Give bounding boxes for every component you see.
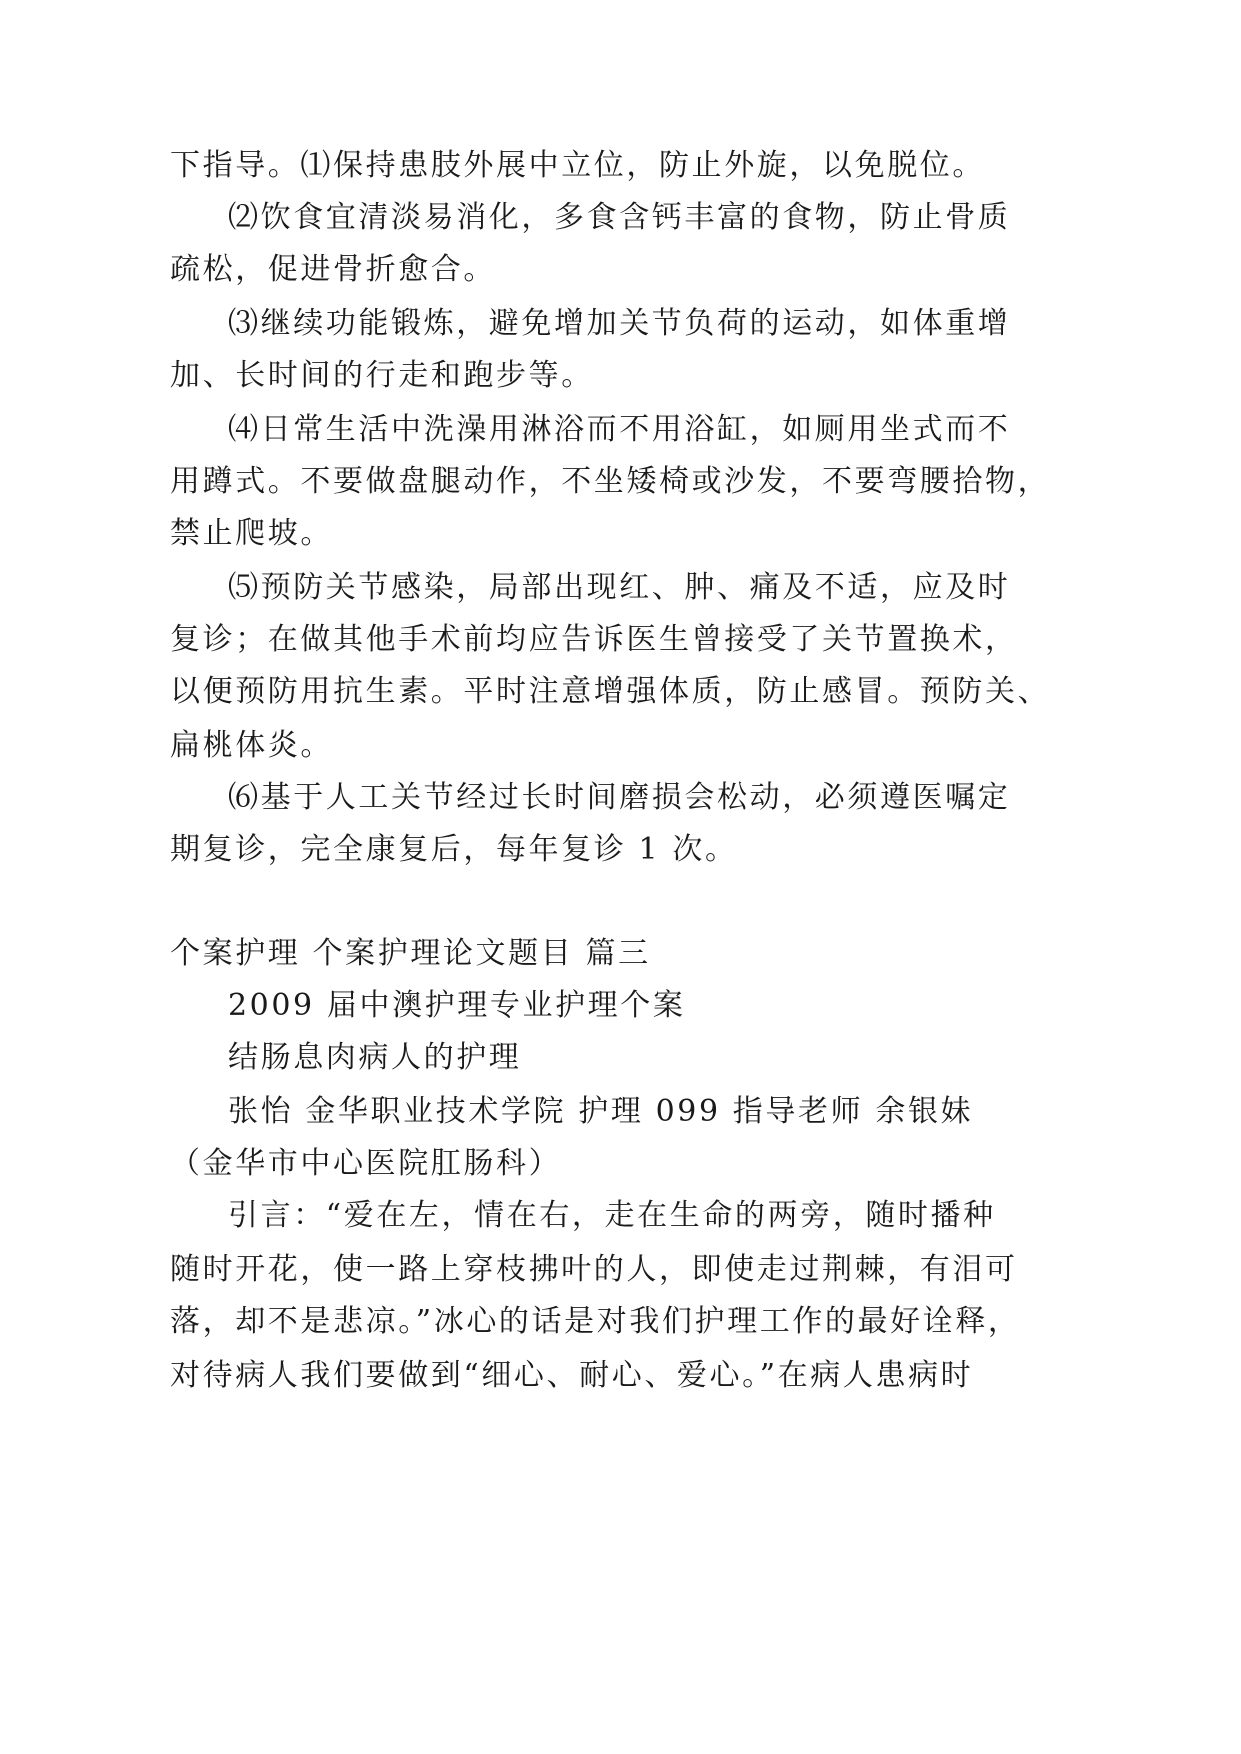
text-line: 对待病人我们要做到“细心、耐心、爱心。”在病人患病时 xyxy=(170,1358,974,1393)
text-line: 以便预防用抗生素。平时注意增强体质，防止感冒。预防关、 xyxy=(170,674,1051,709)
text-line: 禁止爬坡。 xyxy=(170,516,333,551)
text-line: 随时开花，使一路上穿枝拂叶的人，即使走过荆棘，有泪可 xyxy=(170,1252,1018,1287)
text-line: 期复诊，完全康复后，每年复诊 1 次。 xyxy=(170,832,738,867)
text-line: 加、长时间的行走和跑步等。 xyxy=(170,358,594,393)
text-line: 复诊；在做其他手术前均应告诉医生曾接受了关节置换术， xyxy=(170,622,1018,657)
text-line: 下指导。⑴保持患肢外展中立位，防止外旋，以免脱位。 xyxy=(170,148,985,183)
text-line: 落，却不是悲凉。”冰心的话是对我们护理工作的最好诠释， xyxy=(170,1304,1021,1339)
text-line: 2009 届中澳护理专业护理个案 xyxy=(228,988,686,1023)
text-line: ⑷日常生活中洗澡用淋浴而不用浴缸，如厕用坐式而不 xyxy=(228,412,1011,447)
text-line: 用蹲式。不要做盘腿动作，不坐矮椅或沙发，不要弯腰拾物， xyxy=(170,464,1051,499)
text-line: 疏松，促进骨折愈合。 xyxy=(170,252,496,287)
text-line: 引言：“爱在左，情在右，走在生命的两旁，随时播种 xyxy=(228,1198,996,1233)
text-line: ⑸预防关节感染，局部出现红、肿、痛及不适，应及时 xyxy=(228,570,1011,605)
text-line: （金华市中心医院肛肠科） xyxy=(170,1146,562,1181)
text-line: 扁桃体炎。 xyxy=(170,728,333,763)
text-line: ⑶继续功能锻炼，避免增加关节负荷的运动，如体重增 xyxy=(228,306,1011,341)
text-line: 结肠息肉病人的护理 xyxy=(228,1040,522,1075)
text-line: 张怡 金华职业技术学院 护理 099 指导老师 余银妹 xyxy=(228,1094,974,1129)
text-line: ⑵饮食宜清淡易消化，多食含钙丰富的食物，防止骨质 xyxy=(228,200,1011,235)
text-line: ⑹基于人工关节经过长时间磨损会松动，必须遵医嘱定 xyxy=(228,780,1011,815)
section-heading: 个案护理 个案护理论文题目 篇三 xyxy=(170,936,651,971)
